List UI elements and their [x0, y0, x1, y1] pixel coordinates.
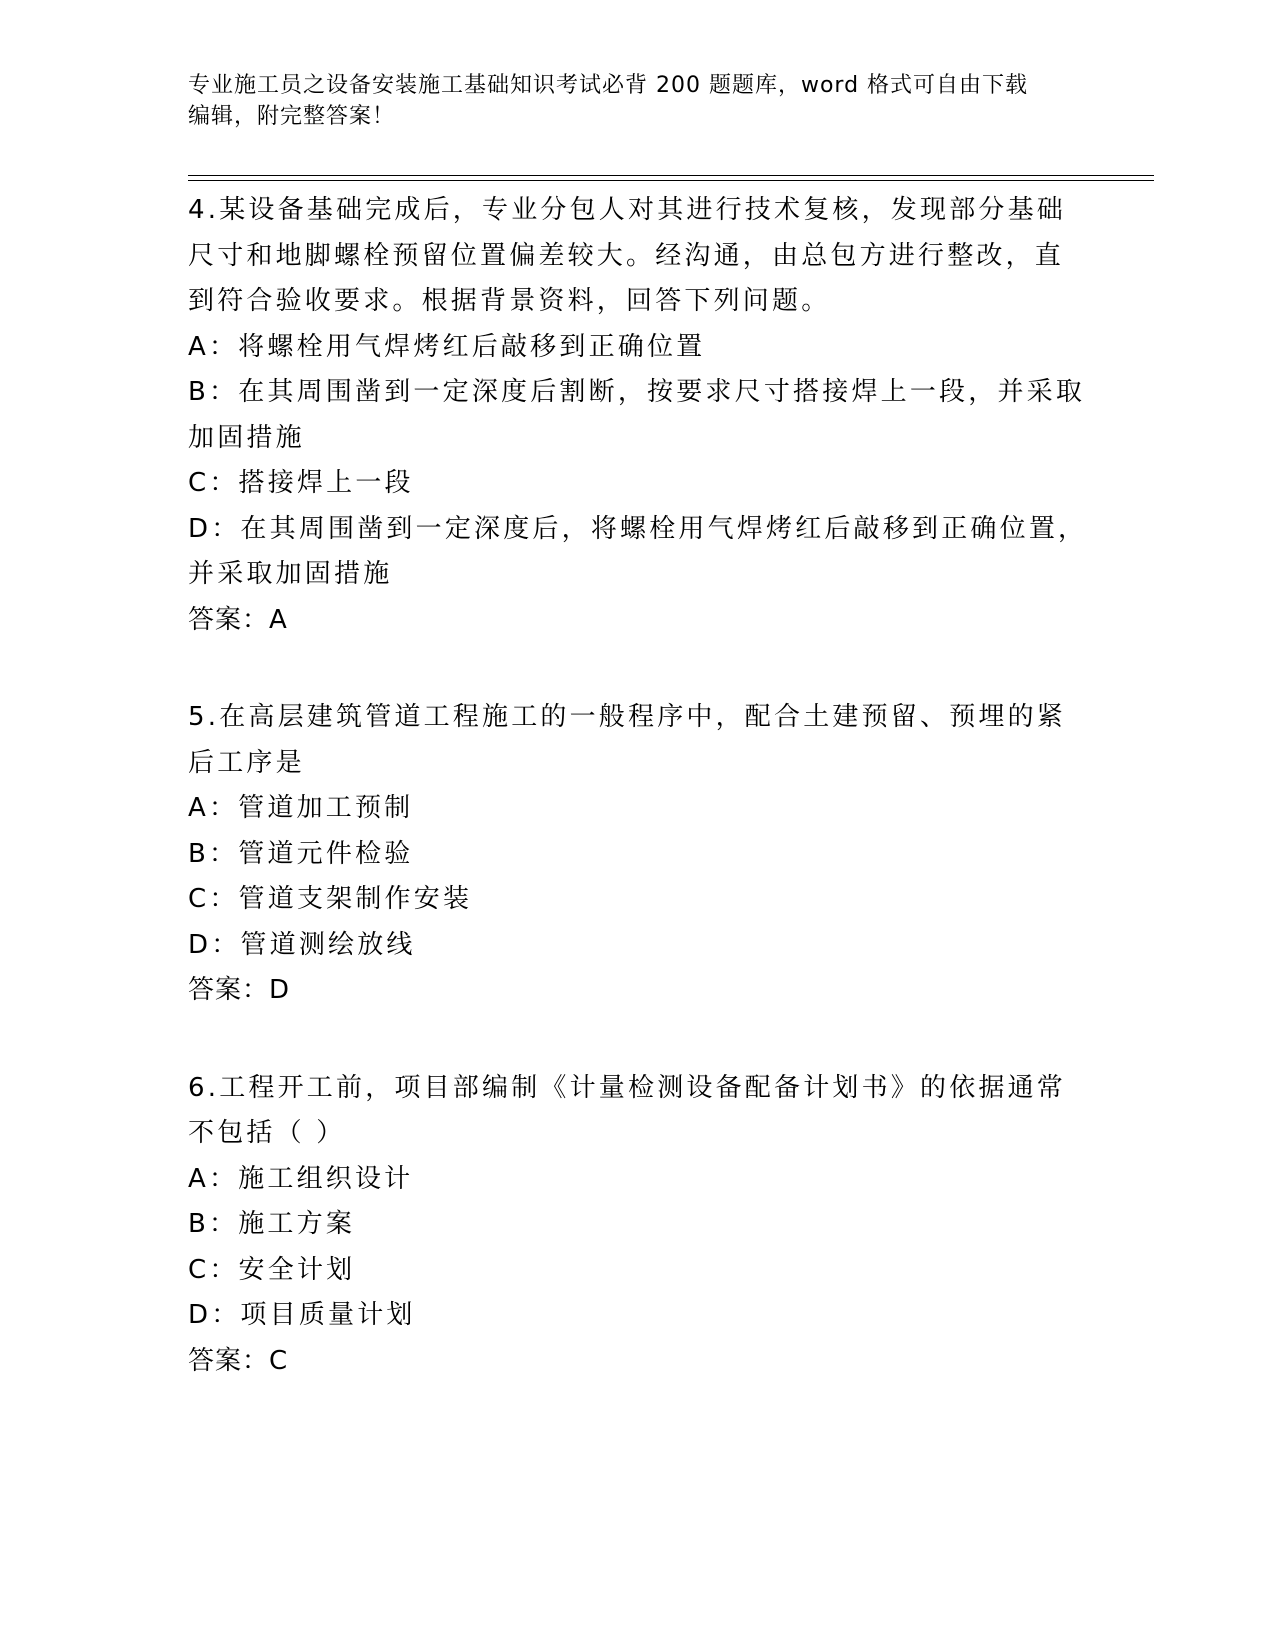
option-a: A：将螺栓用气焊烤红后敲移到正确位置 — [188, 331, 706, 362]
answer: 答案：D — [188, 975, 291, 1005]
header-rule-bottom — [188, 180, 1154, 181]
option-d-continued: 并采取加固措施 — [188, 559, 393, 589]
question-list — [188, 188, 1128, 1436]
option-c: C：安全计划 — [188, 1254, 356, 1285]
question-stem-line: 6.工程开工前，项目部编制《计量检测设备配备计划书》的依据通常 — [188, 1072, 1067, 1103]
question-5 — [188, 695, 1128, 1014]
option-d: D：项目质量计划 — [188, 1300, 416, 1330]
option-c: C：搭接焊上一段 — [188, 468, 414, 498]
question-stem-line: 5.在高层建筑管道工程施工的一般程序中，配合土建预留、预埋的紧 — [188, 702, 1067, 732]
option-b-continued: 加固措施 — [188, 422, 305, 453]
question-4 — [188, 188, 1128, 643]
option-a: A：管道加工预制 — [188, 793, 414, 823]
question-stem-line: 到符合验收要求。根据背景资料，回答下列问题。 — [188, 286, 831, 316]
option-a: A：施工组织设计 — [188, 1163, 414, 1194]
option-b: B：管道元件检验 — [188, 838, 414, 869]
question-stem-line: 尺寸和地脚螺栓预留位置偏差较大。经沟通，由总包方进行整改，直 — [188, 240, 1065, 271]
header-rule-top — [188, 175, 1154, 176]
question-6 — [188, 1066, 1128, 1385]
option-c: C：管道支架制作安装 — [188, 884, 473, 914]
header-line: 编辑，附完整答案！ — [188, 104, 396, 129]
option-d: D：管道测绘放线 — [188, 929, 416, 960]
option-b: B：施工方案 — [188, 1209, 356, 1239]
question-stem-line: 后工序是 — [188, 747, 305, 778]
document-header — [188, 70, 1088, 132]
option-d: D：在其周围凿到一定深度后，将螺栓用气焊烤红后敲移到正确位置， — [188, 513, 1088, 544]
question-stem-line: 不包括（ ） — [188, 1118, 346, 1148]
answer: 答案：A — [188, 604, 288, 635]
header-line: 专业施工员之设备安装施工基础知识考试必背 200 题题库，word 格式可自由下载 — [188, 73, 1029, 98]
answer: 答案：C — [188, 1345, 289, 1376]
question-stem-line: 4.某设备基础完成后，专业分包人对其进行技术复核，发现部分基础 — [188, 195, 1067, 225]
option-b: B：在其周围凿到一定深度后割断，按要求尺寸搭接焊上一段，并采取 — [188, 377, 1086, 407]
